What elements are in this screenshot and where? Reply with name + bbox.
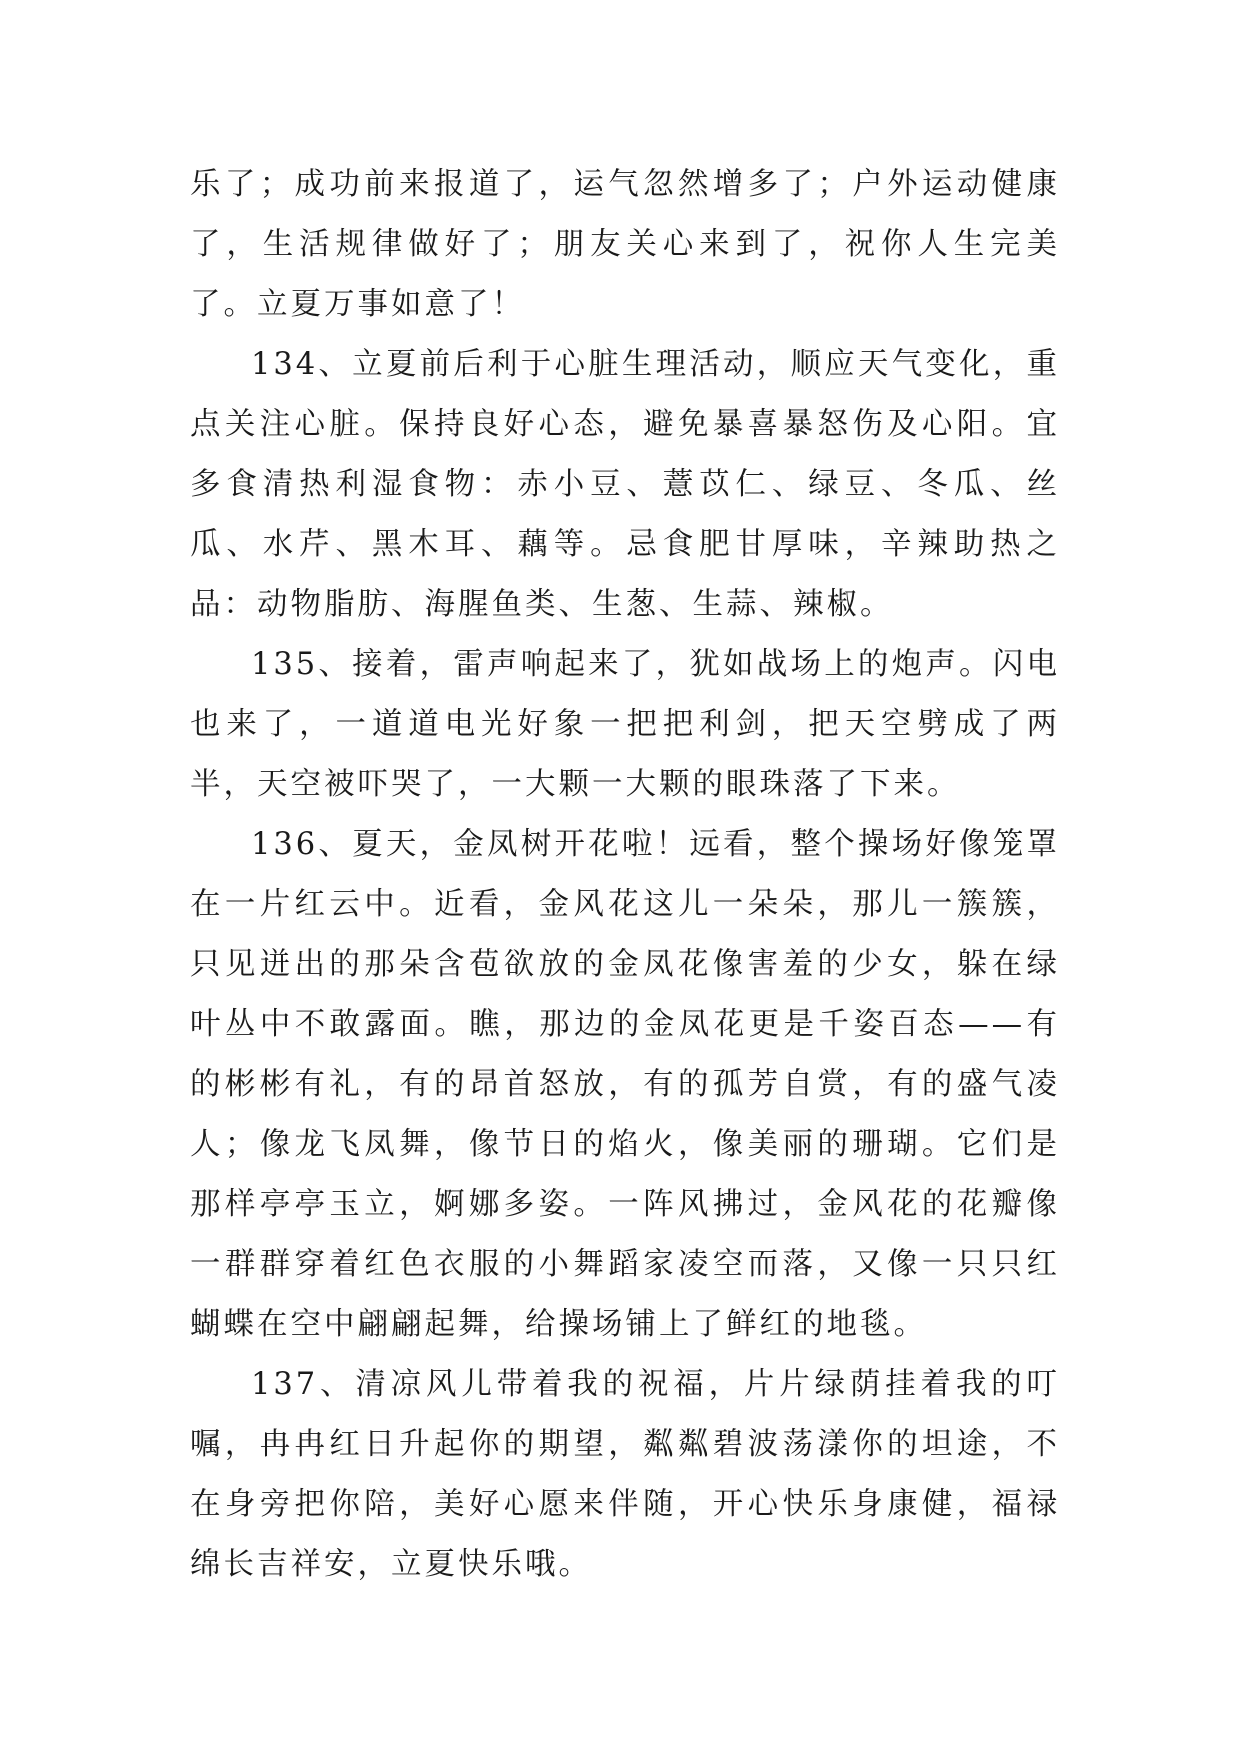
document-page [190,155,1060,1595]
paragraph-137: 137、清凉风儿带着我的祝福，片片绿荫挂着我的叮嘱，冉冉红日升起你的期望，粼粼碧波荡漾你的坦途，不在身旁把你陪，美好心愿来伴随，开心快乐身康健，福禄绵长吉祥安，立夏快乐哦。 [190,1367,1060,1582]
paragraph-135: 135、接着，雷声响起来了，犹如战场上的炮声。闪电也来了，一道道电光好象一把把利剑，把天空劈成了两半，天空被吓哭了，一大颗一大颗的眼珠落了下来。 [190,647,1060,802]
paragraph-134: 134、立夏前后利于心脏生理活动，顺应天气变化，重点关注心脏。保持良好心态，避免暴喜暴怒伤及心阳。宜多食清热利湿食物：赤小豆、薏苡仁、绿豆、冬瓜、丝瓜、水芹、黑木耳、藕等。忌食肥甘厚味，辛辣助热之品：动物脂肪、海腥鱼类、生葱、生蒜、辣椒。 [190,347,1060,622]
paragraph-continuation: 乐了；成功前来报道了，运气忽然增多了；户外运动健康了，生活规律做好了；朋友关心来到了，祝你人生完美了。立夏万事如意了！ [190,167,1060,322]
paragraph-136: 136、夏天，金凤树开花啦！远看，整个操场好像笼罩在一片红云中。近看，金风花这儿一朵朵，那儿一簇簇，只见迸出的那朵含苞欲放的金凤花像害羞的少女，躲在绿叶丛中不敢露面。瞧，那边的金凤花更是千姿百态——有的彬彬有礼，有的昂首怒放，有的孤芳自赏，有的盛气凌人；像龙飞凤舞，像节日的焰火，像美丽的珊瑚。它们是那样亭亭玉立，婀娜多姿。一阵风拂过，金风花的花瓣像一群群穿着红色衣服的小舞蹈家凌空而落，又像一只只红蝴蝶在空中翩翩起舞，给操场铺上了鲜红的地毯。 [190,827,1060,1342]
